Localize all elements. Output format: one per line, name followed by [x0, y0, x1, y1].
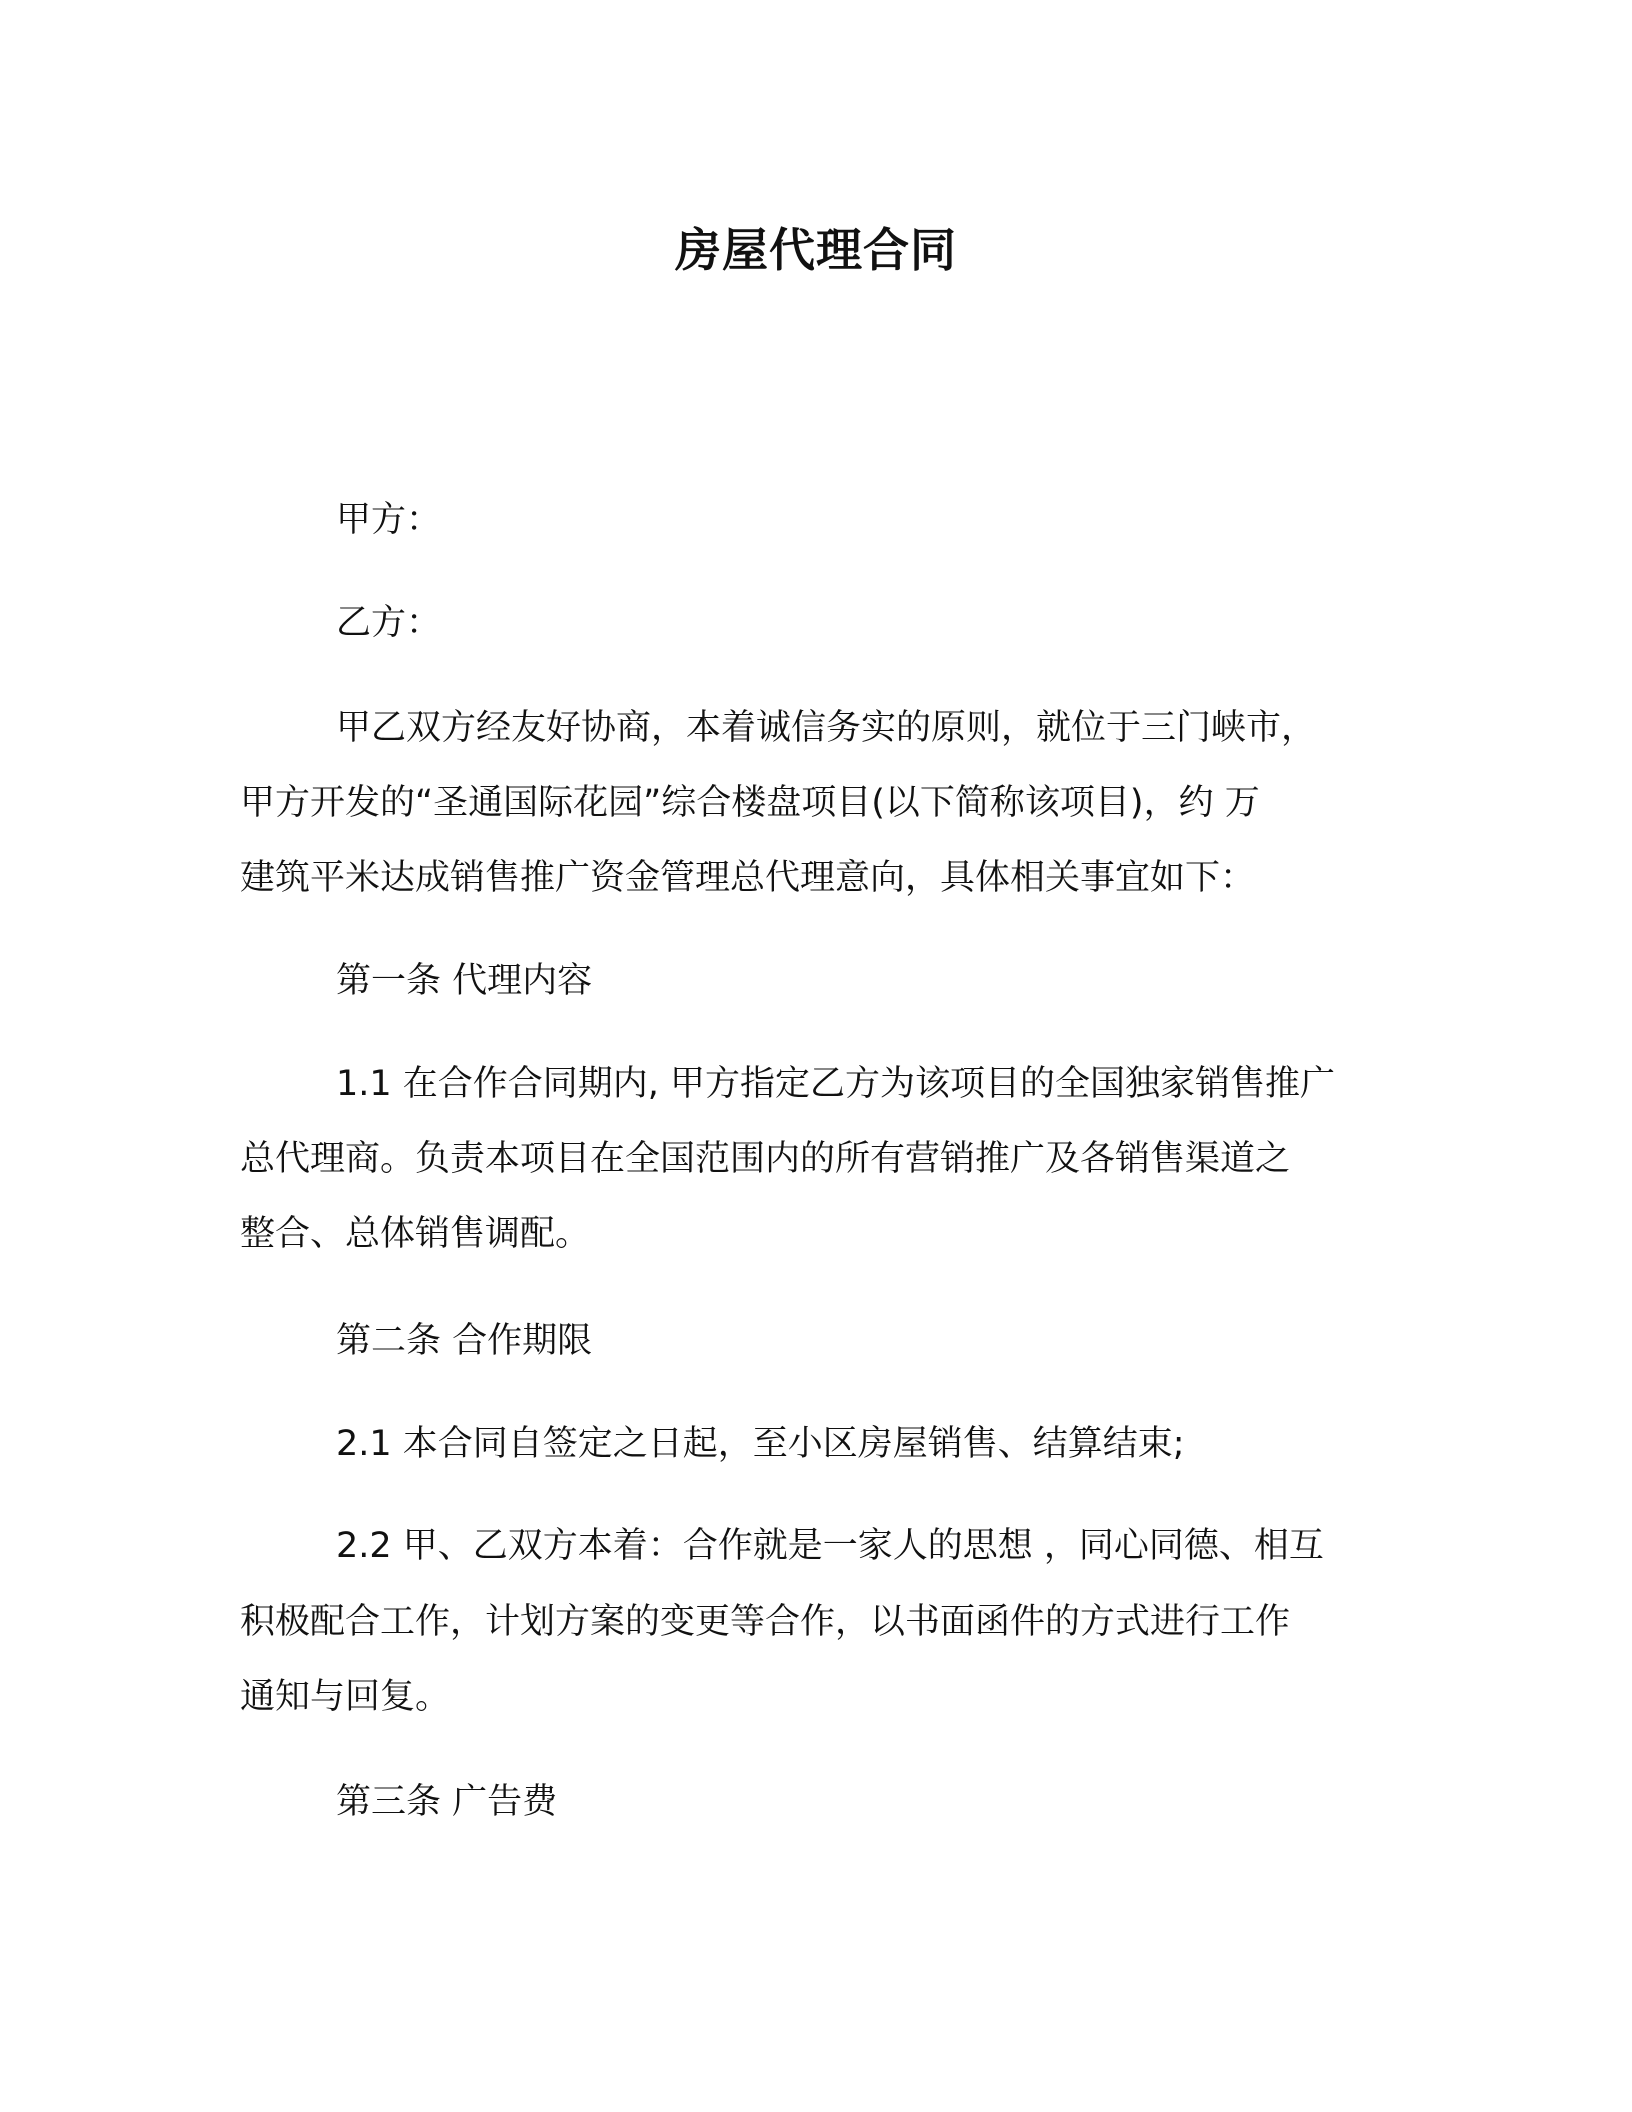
article-2-2-line-2: 积极配合工作，计划方案的变更等合作，以书面函件的方式进行工作 — [240, 1602, 1291, 1642]
article-1-1-line-2: 总代理商。负责本项目在全国范围内的所有营销推广及各销售渠道之 — [240, 1139, 1291, 1179]
party-b-label: 乙方： — [336, 603, 442, 643]
article-1-1-line-1: 1.1 在合作合同期内, 甲方指定乙方为该项目的全国独家销售推广 — [336, 1064, 1336, 1104]
document-title: 房屋代理合同 — [675, 223, 957, 277]
intro-line-3: 建筑平米达成销售推广资金管理总代理意向，具体相关事宜如下： — [240, 858, 1256, 898]
article-1-1-line-3: 整合、总体销售调配。 — [240, 1214, 591, 1254]
article-2-heading: 第二条 合作期限 — [336, 1321, 593, 1361]
article-2-1: 2.1 本合同自签定之日起，至小区房屋销售、结算结束; — [336, 1424, 1185, 1464]
article-3-heading: 第三条 广告费 — [336, 1782, 558, 1822]
article-2-2-line-3: 通知与回复。 — [240, 1677, 451, 1717]
party-a-label: 甲方： — [336, 500, 442, 540]
intro-line-1: 甲乙双方经友好协商，本着诚信务实的原则，就位于三门峡市， — [336, 708, 1317, 748]
intro-line-2: 甲方开发的“圣通国际花园”综合楼盘项目(以下简称该项目)，约 万 — [240, 783, 1260, 823]
article-1-heading: 第一条 代理内容 — [336, 961, 593, 1001]
article-2-2-line-1: 2.2 甲、乙双方本着：合作就是一家人的思想 ，同心同德、相互 — [336, 1526, 1324, 1566]
